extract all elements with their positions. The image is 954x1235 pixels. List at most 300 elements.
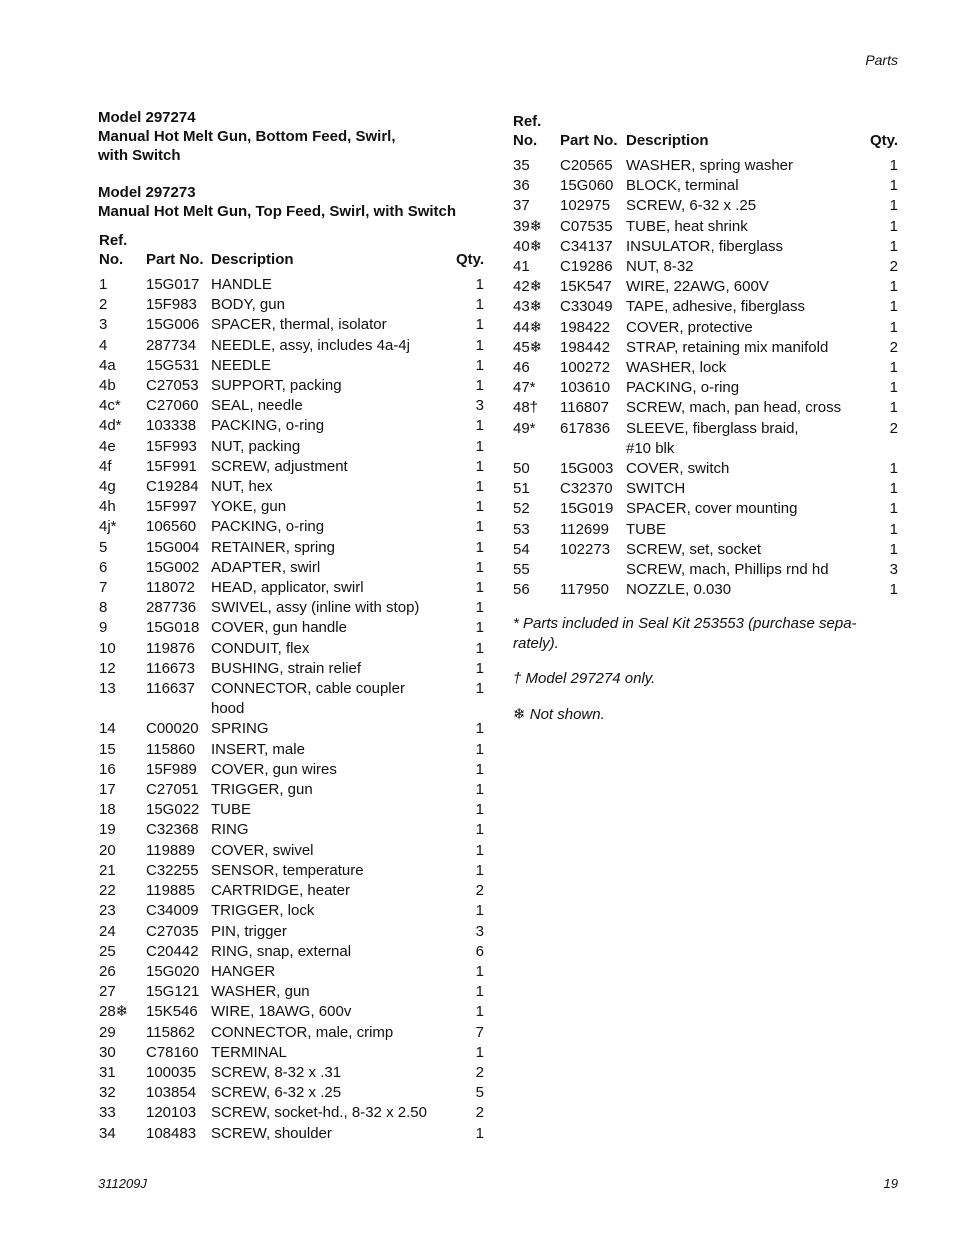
part-no-cell: 198442	[560, 338, 611, 356]
table-header	[99, 232, 484, 275]
column-header-part-no: Part No.	[560, 131, 618, 149]
ref-cell: 17	[99, 781, 116, 799]
table-row	[99, 740, 484, 760]
table-row	[99, 578, 484, 598]
part-no-cell: C78160	[146, 1043, 199, 1061]
part-no-cell: 115862	[146, 1023, 195, 1041]
qty-cell: 1	[889, 298, 898, 316]
qty-cell: 1	[889, 318, 898, 336]
table-row	[99, 942, 484, 962]
qty-cell: 2	[889, 258, 898, 276]
description-cell: INSERT, male	[211, 740, 305, 758]
table-row	[99, 841, 484, 861]
ref-cell: 34	[99, 1124, 116, 1142]
model-description: with Switch	[98, 147, 181, 164]
table-row	[513, 318, 898, 338]
ref-cell: 48†	[513, 399, 539, 417]
part-no-cell: C32255	[146, 861, 199, 879]
part-no-cell: 103854	[146, 1084, 197, 1102]
description-cell: SCREW, shoulder	[211, 1124, 332, 1142]
table-row	[513, 358, 898, 378]
qty-cell: 1	[889, 540, 898, 558]
part-no-cell: 15K546	[146, 1003, 198, 1021]
description-cell: WIRE, 22AWG, 600V	[626, 278, 769, 296]
qty-cell: 1	[889, 278, 898, 296]
ref-cell: 33	[99, 1104, 116, 1122]
qty-cell: 1	[889, 460, 898, 478]
description-cell: SCREW, mach, Phillips rnd hd	[626, 561, 829, 579]
part-no-cell: 112699	[560, 520, 609, 538]
ref-cell: 21	[99, 861, 116, 879]
description-cell: TUBE	[211, 801, 252, 819]
description-cell: SPRING	[211, 720, 269, 738]
description-cell: COVER, gun wires	[211, 760, 337, 778]
table-row	[99, 376, 484, 396]
qty-cell: 1	[475, 1003, 484, 1021]
part-no-cell: 15G019	[560, 500, 614, 518]
qty-cell: 1	[475, 579, 484, 597]
part-no-cell: 15G531	[146, 356, 200, 374]
part-no-cell: 15G060	[560, 177, 614, 195]
ref-cell: 4h	[99, 498, 116, 516]
parts-table-right	[513, 113, 898, 600]
table-row	[99, 1083, 484, 1103]
qty-cell: 1	[475, 639, 484, 657]
qty-cell: 6	[475, 942, 484, 960]
ref-cell: 24	[99, 922, 116, 940]
document-number: 311209J	[98, 1176, 147, 1191]
description-cell: SCREW, 6-32 x .25	[626, 197, 757, 215]
qty-cell: 1	[475, 336, 484, 354]
description-cell: SEAL, needle	[211, 397, 303, 415]
part-no-cell: C34009	[146, 902, 199, 920]
description-cell: TRIGGER, gun	[211, 781, 313, 799]
page-number: 19	[883, 1176, 898, 1191]
qty-cell: 1	[889, 379, 898, 397]
ref-cell: 4b	[99, 377, 116, 395]
qty-cell: 1	[889, 177, 898, 195]
description-cell: SCREW, mach, pan head, cross	[626, 399, 842, 417]
part-no-cell: 15G006	[146, 316, 200, 334]
description-cell: WIRE, 18AWG, 600v	[211, 1003, 352, 1021]
part-no-cell: 103338	[146, 417, 197, 435]
ref-cell: 7	[99, 579, 108, 597]
qty-cell: 1	[475, 902, 484, 920]
qty-cell: 1	[475, 1124, 484, 1142]
ref-cell: 15	[99, 740, 116, 758]
ref-cell: 23	[99, 902, 116, 920]
qty-cell: 3	[475, 397, 484, 415]
part-no-cell: 106560	[146, 518, 197, 536]
part-no-cell: C07535	[560, 217, 613, 235]
ref-cell: 27	[99, 983, 116, 1001]
qty-cell: 1	[475, 356, 484, 374]
table-row	[99, 356, 484, 376]
part-no-cell: 15G003	[560, 460, 614, 478]
part-no-cell: 100035	[146, 1063, 197, 1081]
model-title: Model 297274	[98, 109, 196, 126]
part-no-cell: C19286	[560, 258, 613, 276]
table-row	[99, 517, 484, 537]
ref-cell: 5	[99, 538, 108, 556]
description-cell: SCREW, adjustment	[211, 457, 348, 475]
table-row	[99, 538, 484, 558]
part-no-cell: C27060	[146, 397, 199, 415]
part-no-cell: C32370	[560, 480, 613, 498]
qty-cell: 1	[475, 619, 484, 637]
model-headings	[98, 108, 498, 221]
ref-cell: 50	[513, 460, 530, 478]
description-cell: TUBE	[626, 520, 667, 538]
description-cell: TAPE, adhesive, fiberglass	[626, 298, 805, 316]
table-row	[99, 457, 484, 477]
part-no-cell: C27035	[146, 922, 199, 940]
description-cell: PACKING, o-ring	[211, 417, 325, 435]
table-row	[513, 237, 898, 257]
table-row	[99, 295, 484, 315]
qty-cell: 1	[475, 720, 484, 738]
ref-cell: 9	[99, 619, 108, 637]
description-cell: TERMINAL	[211, 1043, 287, 1061]
table-row	[513, 520, 898, 540]
table-row	[513, 217, 898, 237]
part-no-cell: 102273	[560, 540, 611, 558]
table-row	[99, 982, 484, 1002]
part-no-cell: 15F993	[146, 437, 197, 455]
table-row	[99, 922, 484, 942]
qty-cell: 3	[475, 922, 484, 940]
description-cell: CONNECTOR, male, crimp	[211, 1023, 394, 1041]
part-no-cell: 15G121	[146, 983, 200, 1001]
table-row	[99, 639, 484, 659]
part-no-cell: 15F997	[146, 498, 197, 516]
table-row	[513, 297, 898, 317]
description-cell: RETAINER, spring	[211, 538, 335, 556]
description-cell: SWITCH	[626, 480, 686, 498]
ref-cell: 55	[513, 561, 530, 579]
ref-cell: 22	[99, 882, 116, 900]
part-no-cell: 15G004	[146, 538, 200, 556]
table-row	[99, 598, 484, 618]
qty-cell: 1	[475, 1043, 484, 1061]
description-cell: TRIGGER, lock	[211, 902, 315, 920]
description-cell: WASHER, lock	[626, 359, 727, 377]
ref-cell: 13	[99, 680, 116, 698]
ref-cell: 4e	[99, 437, 116, 455]
description-cell: NUT, hex	[211, 478, 273, 496]
table-row	[99, 477, 484, 497]
description-cell: BUSHING, strain relief	[211, 659, 362, 677]
qty-cell: 1	[475, 417, 484, 435]
part-no-cell: 15F989	[146, 760, 197, 778]
column-header-qty: Qty.	[455, 250, 484, 268]
table-row	[513, 277, 898, 297]
table-row	[99, 396, 484, 416]
ref-cell: 29	[99, 1023, 116, 1041]
ref-cell: 14	[99, 720, 116, 738]
description-cell: SWIVEL, assy (inline with stop)	[211, 599, 420, 617]
description-cell: ADAPTER, swirl	[211, 558, 321, 576]
part-no-cell: C32368	[146, 821, 199, 839]
description-cell: COVER, protective	[626, 318, 753, 336]
ref-cell: 56	[513, 581, 530, 599]
table-row	[513, 419, 898, 459]
description-cell: HANDLE	[211, 276, 272, 293]
part-no-cell: 119889	[146, 841, 195, 859]
table-row	[513, 398, 898, 418]
qty-cell: 1	[475, 457, 484, 475]
description-cell: NEEDLE, assy, includes 4a-4j	[211, 336, 410, 354]
qty-cell: 5	[475, 1084, 484, 1102]
part-no-cell: C33049	[560, 298, 613, 316]
ref-cell: 20	[99, 841, 116, 859]
ref-cell: 31	[99, 1063, 116, 1081]
qty-cell: 1	[475, 781, 484, 799]
column-header-part-no: Part No.	[146, 250, 204, 268]
qty-cell: 1	[475, 276, 484, 293]
ref-cell: 6	[99, 558, 108, 576]
part-no-cell	[560, 560, 626, 580]
description-cell: RING	[211, 821, 249, 839]
table-row	[513, 176, 898, 196]
ref-cell: 4a	[99, 356, 116, 374]
description-cell: PIN, trigger	[211, 922, 287, 940]
column-header-qty: Qty.	[869, 131, 898, 149]
part-no-cell: C34137	[560, 237, 613, 255]
description-cell: SPACER, thermal, isolator	[211, 316, 387, 334]
part-no-cell: 15G002	[146, 558, 200, 576]
table-row	[99, 962, 484, 982]
qty-cell: 1	[475, 740, 484, 758]
table-row	[99, 820, 484, 840]
part-no-cell: 103610	[560, 379, 611, 397]
part-no-cell: 116637	[146, 680, 195, 698]
qty-cell: 1	[475, 599, 484, 617]
qty-cell: 2	[475, 882, 484, 900]
description-cell: BODY, gun	[211, 296, 285, 314]
description-cell: SCREW, socket-hd., 8-32 x 2.50	[211, 1104, 427, 1122]
ref-cell: 4c*	[99, 397, 121, 415]
ref-cell: 19	[99, 821, 116, 839]
qty-cell: 1	[475, 760, 484, 778]
description-cell: WASHER, gun	[211, 983, 310, 1001]
ref-cell: 1	[99, 276, 108, 293]
qty-cell: 1	[475, 801, 484, 819]
part-no-cell: 116807	[560, 399, 609, 417]
description-cell: SPACER, cover mounting	[626, 500, 798, 518]
ref-cell: 52	[513, 500, 530, 518]
part-no-cell: 115860	[146, 740, 195, 758]
footnotes	[513, 614, 883, 740]
column-header-description: Description	[211, 250, 294, 268]
description-cell: NEEDLE	[211, 356, 272, 374]
ref-cell: 12	[99, 659, 116, 677]
parts-table-left	[99, 232, 484, 1144]
ref-cell: 49*	[513, 419, 536, 437]
table-row	[99, 1002, 484, 1022]
part-no-cell: 116673	[146, 659, 195, 677]
part-no-cell: 120103	[146, 1104, 197, 1122]
table-row	[99, 1103, 484, 1123]
qty-cell: 1	[889, 157, 898, 174]
ref-cell: 39❄	[513, 217, 543, 235]
table-row	[513, 459, 898, 479]
qty-cell: 1	[889, 217, 898, 235]
description-cell: HANGER	[211, 962, 276, 980]
description-cell: SLEEVE, fiberglass braid, #10 blk	[626, 419, 799, 457]
qty-cell: 1	[889, 581, 898, 599]
part-no-cell: 15G017	[146, 276, 200, 293]
description-cell: PACKING, o-ring	[211, 518, 325, 536]
ref-cell: 25	[99, 942, 116, 960]
ref-cell: 2	[99, 296, 108, 314]
table-row	[513, 338, 898, 358]
ref-cell: 45❄	[513, 338, 543, 356]
part-no-cell: C20442	[146, 942, 199, 960]
ref-cell: 36	[513, 177, 530, 195]
table-row	[513, 196, 898, 216]
ref-cell: 35	[513, 157, 530, 174]
table-row	[513, 156, 898, 176]
ref-cell: 4	[99, 336, 108, 354]
description-cell: TUBE, heat shrink	[626, 217, 748, 235]
part-no-cell: 198422	[560, 318, 611, 336]
description-cell: COVER, gun handle	[211, 619, 347, 637]
table-row	[99, 275, 484, 295]
ref-cell: 26	[99, 962, 116, 980]
qty-cell: 1	[475, 983, 484, 1001]
qty-cell: 7	[475, 1023, 484, 1041]
qty-cell: 1	[889, 197, 898, 215]
description-cell: SENSOR, temperature	[211, 861, 364, 879]
description-cell: CARTRIDGE, heater	[211, 882, 350, 900]
part-no-cell: 287734	[146, 336, 197, 354]
ref-cell: 10	[99, 639, 116, 657]
column-header-ref: Ref. No.	[513, 113, 542, 149]
table-row	[99, 618, 484, 638]
part-no-cell: C27051	[146, 781, 199, 799]
part-no-cell: 100272	[560, 359, 611, 377]
description-cell: SCREW, 6-32 x .25	[211, 1084, 342, 1102]
description-cell: HEAD, applicator, swirl	[211, 579, 364, 597]
table-header	[513, 113, 898, 156]
ref-cell: 46	[513, 359, 530, 377]
table-row	[99, 336, 484, 356]
table-row	[99, 315, 484, 335]
part-no-cell: 102975	[560, 197, 611, 215]
description-cell: COVER, switch	[626, 460, 730, 478]
description-cell: NOZZLE, 0.030	[626, 581, 732, 599]
qty-cell: 1	[889, 399, 898, 417]
qty-cell: 1	[475, 659, 484, 677]
qty-cell: 1	[475, 821, 484, 839]
table-row	[513, 257, 898, 277]
page-section-label: Parts	[865, 52, 898, 68]
description-cell: BLOCK, terminal	[626, 177, 739, 195]
description-cell: CONDUIT, flex	[211, 639, 310, 657]
column-header-description: Description	[626, 131, 709, 149]
part-no-cell: 108483	[146, 1124, 197, 1142]
ref-cell: 18	[99, 801, 116, 819]
description-cell: SCREW, 8-32 x .31	[211, 1063, 342, 1081]
part-no-cell: 15K547	[560, 278, 612, 296]
part-no-cell: 15F991	[146, 457, 197, 475]
table-row	[99, 1043, 484, 1063]
part-no-cell: C20565	[560, 157, 613, 174]
ref-cell: 40❄	[513, 237, 543, 255]
table-row	[99, 437, 484, 457]
part-no-cell: 118072	[146, 579, 195, 597]
qty-cell: 1	[475, 316, 484, 334]
qty-cell: 2	[475, 1104, 484, 1122]
qty-cell: 1	[889, 480, 898, 498]
description-cell: SUPPORT, packing	[211, 377, 342, 395]
table-row	[513, 378, 898, 398]
description-cell: RING, snap, external	[211, 942, 352, 960]
description-cell: STRAP, retaining mix manifold	[626, 338, 829, 356]
model-description: Manual Hot Melt Gun, Bottom Feed, Swirl,	[98, 128, 396, 145]
qty-cell: 2	[889, 419, 898, 437]
qty-cell: 1	[475, 498, 484, 516]
part-no-cell: C19284	[146, 478, 199, 496]
description-cell: SCREW, set, socket	[626, 540, 762, 558]
ref-cell: 3	[99, 316, 108, 334]
model-only-note: † Model 297274 only.	[513, 670, 656, 687]
table-row	[99, 1063, 484, 1083]
qty-cell: 1	[475, 296, 484, 314]
table-row	[99, 1023, 484, 1043]
table-row	[99, 497, 484, 517]
table-row	[99, 416, 484, 436]
qty-cell: 1	[475, 861, 484, 879]
description-cell: YOKE, gun	[211, 498, 287, 516]
table-row	[99, 558, 484, 578]
qty-cell: 3	[889, 561, 898, 579]
table-row	[99, 881, 484, 901]
ref-cell: 4g	[99, 478, 116, 496]
ref-cell: 41	[513, 258, 530, 276]
qty-cell: 1	[475, 437, 484, 455]
table-row	[513, 580, 898, 600]
ref-cell: 54	[513, 540, 530, 558]
part-no-cell: 119876	[146, 639, 195, 657]
table-row	[513, 560, 898, 580]
part-no-cell: C00020	[146, 720, 199, 738]
qty-cell: 2	[889, 338, 898, 356]
table-row	[99, 760, 484, 780]
description-cell: PACKING, o-ring	[626, 379, 740, 397]
table-row	[99, 1124, 484, 1144]
part-no-cell: 117950	[560, 581, 609, 599]
column-header-ref: Ref. No.	[99, 232, 128, 268]
qty-cell: 1	[475, 538, 484, 556]
description-cell: CONNECTOR, cable coupler hood	[211, 680, 405, 718]
description-cell: NUT, 8-32	[626, 258, 694, 276]
ref-cell: 51	[513, 480, 530, 498]
description-cell: COVER, swivel	[211, 841, 314, 859]
ref-cell: 32	[99, 1084, 116, 1102]
model-description: Manual Hot Melt Gun, Top Feed, Swirl, with Switch	[98, 203, 457, 220]
qty-cell: 1	[475, 680, 484, 698]
table-row	[99, 679, 484, 719]
table-row	[99, 861, 484, 881]
ref-cell: 4d*	[99, 417, 122, 435]
ref-cell: 30	[99, 1043, 116, 1061]
ref-cell: 16	[99, 760, 116, 778]
qty-cell: 1	[889, 520, 898, 538]
ref-cell: 4f	[99, 457, 112, 475]
table-row	[99, 901, 484, 921]
